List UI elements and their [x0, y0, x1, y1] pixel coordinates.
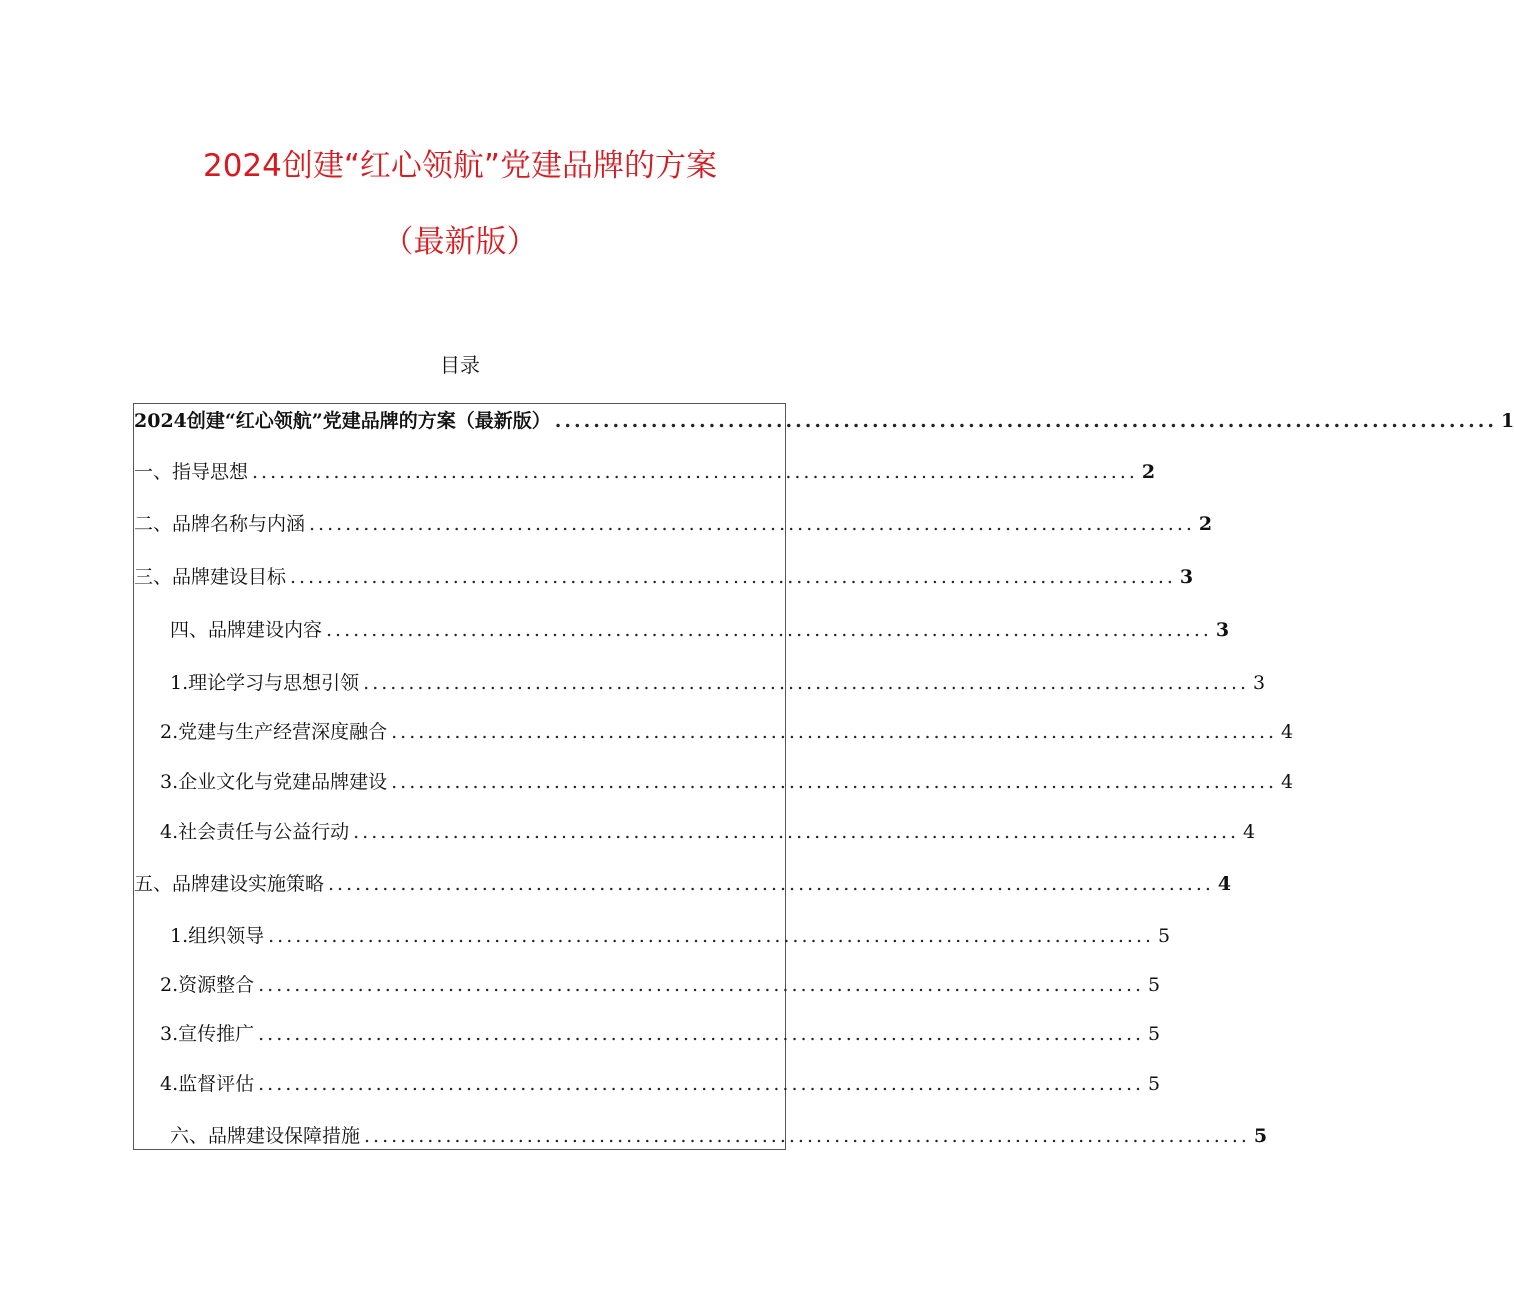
toc-entry-number: 2 [160, 721, 173, 743]
toc-page-number: 1 [1501, 410, 1514, 432]
toc-page-number: 5 [1148, 974, 1161, 996]
toc-entry-label: .组织领导 [182, 925, 265, 947]
toc-leader: .................................................................................................. [268, 925, 1155, 947]
toc-entry[interactable] [134, 406, 1514, 436]
toc-page-number: 5 [1148, 1073, 1161, 1095]
toc-entry-label: 2024创建“红心领航”党建品牌的方案（最新版） [134, 410, 551, 432]
toc-entry-number: 4 [160, 1073, 173, 1095]
toc-entry[interactable] [160, 767, 1294, 797]
toc-leader: .................................................................................................. [290, 566, 1176, 588]
toc-page-number: 2 [1141, 461, 1156, 483]
toc-entry-label: 理论学习与思想引领 [188, 672, 360, 694]
toc-page-number: 5 [1148, 1023, 1161, 1045]
toc-leader: .................................................................................................. [258, 974, 1145, 996]
toc-page-number: 3 [1179, 566, 1194, 588]
toc-leader: .................................................................................................. [391, 771, 1278, 793]
title-line-1: 2024创建“红心领航”党建品牌的方案 [202, 148, 717, 184]
toc-entry-label: .监督评估 [172, 1073, 255, 1095]
toc-leader: .................................................................................................. [326, 619, 1212, 641]
toc-entry[interactable] [160, 717, 1294, 747]
toc-entry[interactable] [160, 970, 1161, 1000]
title-line-2: （最新版） [382, 224, 538, 260]
toc-page-number: 3 [1253, 672, 1266, 694]
toc-page-number: 4 [1281, 771, 1294, 793]
toc-entry[interactable] [170, 1121, 1268, 1151]
toc-entry[interactable] [170, 921, 1171, 951]
toc-page-number: 5 [1253, 1125, 1268, 1147]
toc-leader: .................................................................................................. [363, 672, 1250, 694]
toc-entry-label: 三、品牌建设目标 [134, 566, 287, 588]
toc-leader: .................................................................................................. [391, 721, 1278, 743]
toc-entry[interactable] [160, 1069, 1161, 1099]
toc-leader: .................................................................................................. [554, 410, 1497, 432]
toc-entry[interactable] [134, 509, 1213, 539]
toc-page-number: 2 [1198, 513, 1213, 535]
toc-entry-number: 1. [170, 672, 189, 694]
toc-page-number: 3 [1215, 619, 1230, 641]
toc-entry[interactable] [160, 1019, 1161, 1049]
toc-page-number: 4 [1281, 721, 1294, 743]
toc-entry-number: 2 [160, 974, 173, 996]
toc-entry[interactable] [170, 668, 1266, 698]
toc-leader: .................................................................................................. [353, 821, 1240, 843]
toc-entry-label: .企业文化与党建品牌建设 [172, 771, 388, 793]
toc-entry-label: .党建与生产经营深度融合 [172, 721, 388, 743]
toc-heading: 目录 [440, 353, 480, 377]
toc-leader: .................................................................................................. [309, 513, 1195, 535]
toc-entry[interactable] [134, 562, 1194, 592]
toc-entry[interactable] [134, 869, 1232, 899]
toc-entry-label: .资源整合 [172, 974, 255, 996]
toc-leader: .................................................................................................. [258, 1073, 1145, 1095]
toc-page-number: 5 [1158, 925, 1171, 947]
toc-entry-label: 四、品牌建设内容 [170, 619, 323, 641]
toc-leader: .................................................................................................. [364, 1125, 1250, 1147]
toc-entry-number: 3 [160, 771, 173, 793]
toc-leader: .................................................................................................. [258, 1023, 1145, 1045]
toc-leader: .................................................................................................. [328, 873, 1214, 895]
toc-entry-number: 1 [170, 925, 183, 947]
toc-entry-label: 五、品牌建设实施策略 [134, 873, 325, 895]
toc-entry-label: 一、指导思想 [134, 461, 249, 483]
toc-entry[interactable] [134, 457, 1156, 487]
toc-entry[interactable] [160, 817, 1256, 847]
toc-leader: .................................................................................................. [252, 461, 1138, 483]
toc-page-number: 4 [1217, 873, 1232, 895]
toc-entry-label: 二、品牌名称与内涵 [134, 513, 306, 535]
toc-entry[interactable] [170, 615, 1230, 645]
toc-page-number: 4 [1243, 821, 1256, 843]
toc-entry-number: 4 [160, 821, 173, 843]
toc-entry-label: .社会责任与公益行动 [172, 821, 350, 843]
toc-entry-label: 六、品牌建设保障措施 [170, 1125, 361, 1147]
table-of-contents [133, 403, 1514, 1150]
toc-entry-label: .宣传推广 [172, 1023, 255, 1045]
toc-entry-number: 3 [160, 1023, 173, 1045]
